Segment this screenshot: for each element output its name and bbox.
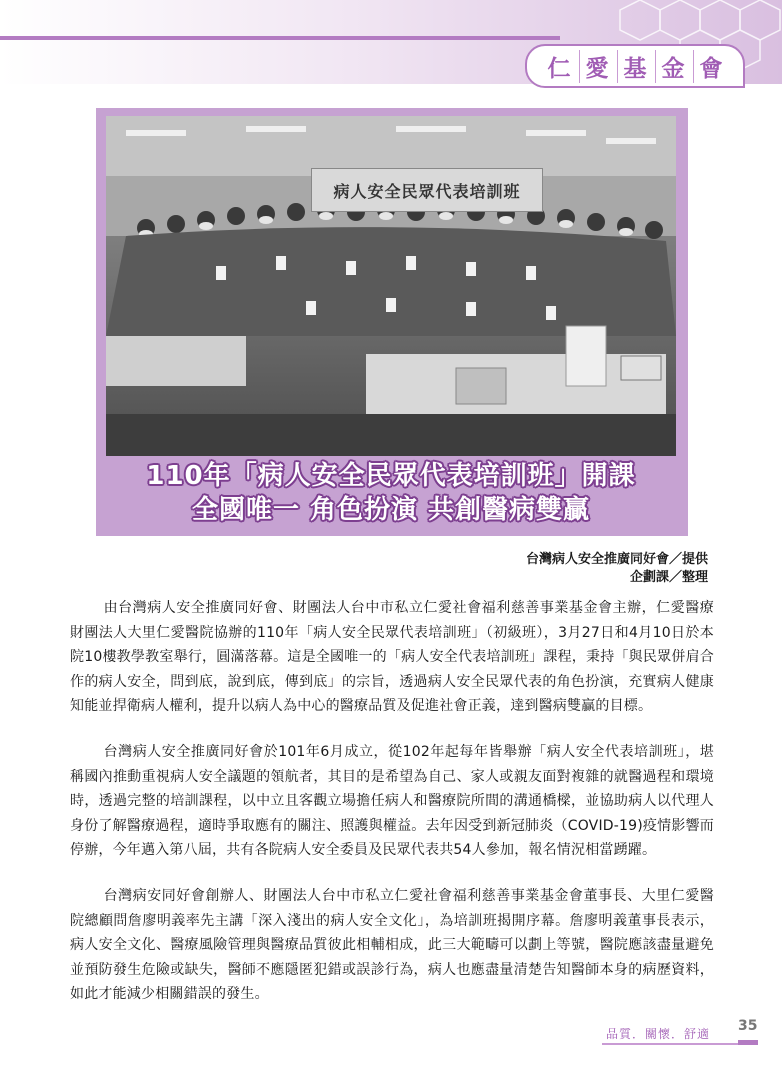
classroom-banner-text: 病人安全民眾代表培訓班 bbox=[333, 181, 521, 201]
footer-rule bbox=[602, 1043, 758, 1045]
page-number: 35 bbox=[738, 1018, 758, 1034]
classroom-scene bbox=[106, 116, 676, 456]
photo-title-area bbox=[106, 456, 676, 530]
org-name-char: 愛 bbox=[580, 50, 618, 83]
footer-tagline: 品質．關懷．舒適 bbox=[606, 1027, 711, 1041]
org-name-char: 會 bbox=[699, 55, 725, 82]
article-subtitle: 全國唯一 角色扮演 共創醫病雙贏 bbox=[191, 495, 591, 525]
article-body bbox=[70, 596, 714, 1028]
classroom-banner bbox=[311, 168, 543, 212]
org-name-char: 金 bbox=[656, 50, 694, 83]
org-name-char: 基 bbox=[618, 50, 656, 83]
footer-rule-accent bbox=[738, 1040, 758, 1045]
group-photo bbox=[106, 116, 676, 456]
article-paragraph: 由台灣病人安全推廣同好會、財團法人台中市私立仁愛社會福利慈善事業基金會主辦，仁愛醫療財團法人大里仁愛醫院協辦的110年「病人安全民眾代表培訓班」（初級班），3月27日和4月10日於本院10樓教學教室舉行，圓滿落幕。這是全國唯一的「病人安全代表培訓班」課程，秉持「與民眾併肩合作的病人安全，問到底，說到底，傳到底」的宗旨，透過病人安全民眾代表的角色扮演，充實病人健康知能並捍衛病人權利，提升以病人為中心的醫療品質及促進社會正義，達到醫病雙贏的目標。 bbox=[70, 600, 714, 715]
credit-provider: 台灣病人安全推廣同好會／提供 bbox=[525, 552, 708, 567]
article-title: 110年「病人安全民眾代表培訓班」開課 bbox=[146, 461, 636, 491]
header-rule bbox=[0, 36, 560, 40]
article-paragraph: 台灣病人安全推廣同好會於101年6月成立，從102年起每年皆舉辦「病人安全代表培訓班」，堪稱國內推動重視病人安全議題的領航者，其目的是希望為自己、家人或親友面對複雜的就醫過程和環境時，透過完整的培訓課程，以中立且客觀立場擔任病人和醫療院所間的溝通橋樑，並協助病人以代理人身份了解醫療過程，適時爭取應有的關注、照護與權益。去年因受到新冠肺炎（COVID-19)疫情影響而停辦，今年邁入第八屆，共有各院病人安全委員及民眾代表共54人參加，報名情況相當踴躍。 bbox=[70, 743, 714, 859]
credits bbox=[526, 551, 708, 587]
credit-editor: 企劃課／整理 bbox=[629, 570, 708, 585]
article-paragraph: 台灣病安同好會創辦人、財團法人台中市私立仁愛社會福利慈善事業基金會董事長、大里仁愛醫院總顧問詹廖明義率先主講「深入淺出的病人安全文化」，為培訓班揭開序幕。詹廖明義董事長表示，病人安全文化、醫療風險管理與醫療品質彼此相輔相成，此三大範疇可以劃上等號，醫院應該盡量避免並預防發生危險或缺失，醫師不應隱匿犯錯或誤診行為，病人也應盡量清楚告知醫師本身的病歷資料，如此才能減少相關錯誤的發生。 bbox=[70, 887, 714, 1003]
org-name-char: 仁 bbox=[542, 50, 580, 83]
org-name bbox=[534, 49, 738, 83]
